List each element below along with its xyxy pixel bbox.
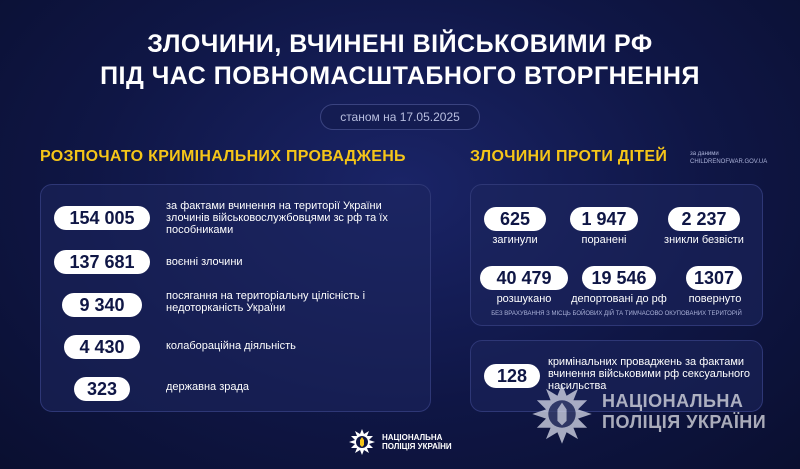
children-found-value: 40 479 [480, 266, 568, 290]
police-badge-icon [348, 428, 376, 456]
treason-value: 323 [74, 377, 130, 401]
source-line-2: CHILDRENOFWAR.GOV.UA [690, 159, 768, 165]
total-cases-value: 154 005 [54, 206, 150, 230]
children-returned-value: 1307 [686, 266, 742, 290]
police-watermark-text [602, 391, 766, 433]
police-watermark-line-1: НАЦІОНАЛЬНА [602, 391, 744, 411]
territorial-value: 9 340 [62, 293, 142, 317]
page-title [0, 28, 800, 92]
police-watermark-badge-icon [530, 382, 594, 446]
sexual-violence-label: кримінальних проваджень за фактами вчинення військовими рф сексуального насильства [548, 356, 751, 392]
police-brand-small-line-1: НАЦІОНАЛЬНА [382, 433, 443, 442]
war-crimes-label: воєнні злочини [166, 256, 243, 268]
police-brand-small [382, 433, 452, 451]
children-returned-label: повернуто [688, 293, 742, 305]
territorial-label: посягання на територіальну цілісність і недоторканість України [166, 290, 366, 314]
date-badge: станом на 17.05.2025 [320, 104, 480, 130]
war-crimes-value: 137 681 [54, 250, 150, 274]
children-deported-value: 19 546 [582, 266, 656, 290]
title-line-2: ПІД ЧАС ПОВНОМАСШТАБНОГО ВТОРГНЕННЯ [100, 62, 700, 90]
source-line-1: за даними [690, 151, 719, 157]
children-killed-value: 625 [484, 207, 546, 231]
sexual-violence-value: 128 [484, 364, 540, 388]
source-note [690, 150, 767, 166]
children-found-label: розшукано [496, 293, 552, 305]
children-injured-value: 1 947 [570, 207, 638, 231]
collaboration-value: 4 430 [64, 335, 140, 359]
collaboration-label: колабораційна діяльність [166, 340, 296, 352]
children-deported-label: депортовані до рф [571, 293, 667, 305]
children-missing-label: зникли безвісти [664, 234, 744, 246]
treason-label: державна зрада [166, 381, 250, 393]
children-missing-value: 2 237 [668, 207, 740, 231]
children-footnote: БЕЗ ВРАХУВАННЯ З МІСЦЬ БОЙОВИХ ДІЙ ТА ТИМЧАСОВО ОКУПОВАНИХ ТЕРИТОРІЙ [491, 311, 742, 317]
police-watermark-line-2: ПОЛІЦІЯ УКРАЇНИ [602, 412, 767, 432]
children-killed-label: загинули [492, 234, 538, 246]
right-section-title: ЗЛОЧИНИ ПРОТИ ДІТЕЙ [470, 148, 668, 165]
total-cases-label: за фактами вчинення на території України злочинів військовослужбовцями зс рф та їх пособниками [166, 200, 388, 236]
children-injured-label: поранені [581, 234, 627, 246]
police-brand-small-line-2: ПОЛІЦІЯ УКРАЇНИ [382, 442, 452, 451]
title-line-1: ЗЛОЧИНИ, ВЧИНЕНІ ВІЙСЬКОВИМИ РФ [147, 30, 653, 58]
left-section-title: РОЗПОЧАТО КРИМІНАЛЬНИХ ПРОВАДЖЕНЬ [40, 148, 406, 165]
